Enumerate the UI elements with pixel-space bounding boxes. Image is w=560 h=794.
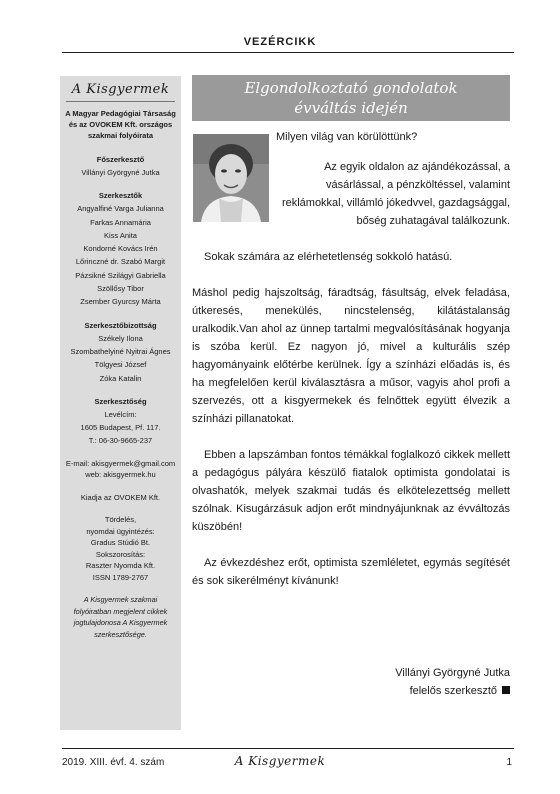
article-title-line1: Elgondolkoztató gondolatok xyxy=(244,79,458,97)
publisher-line: Kiadja az OVOKEM Kft. xyxy=(80,492,161,502)
masthead-divider xyxy=(66,101,175,102)
article-paragraph: Az egyik oldalon az ajándékozással, a vásárlással, a pénzköltéssel, valamint reklámokkal, villámló jókedvvel, gazdagsággal, bőség zuhatagával találkozunk. xyxy=(281,161,510,227)
page-number: 1 xyxy=(506,757,512,768)
footer-brand: A Kisgyermek xyxy=(234,754,326,768)
article-question: Milyen világ van körülöttünk? xyxy=(276,131,418,143)
chief-editor-name: Villányi Györgyné Jutka xyxy=(81,168,160,177)
board-heading: Szerkesztőbizottság xyxy=(84,320,157,330)
issue-info: 2019. XIII. évf. 4. szám xyxy=(62,757,165,768)
board-member: Tölgyesi József xyxy=(94,360,147,370)
production-line: Sokszorosítás: xyxy=(95,549,146,559)
masthead-sidebar xyxy=(60,76,181,730)
production-line: Gradus Stúdió Bt. xyxy=(90,538,151,548)
signature-name: Villányi Györgyné Jutka xyxy=(395,667,510,679)
header-divider xyxy=(62,52,514,53)
editors-section xyxy=(60,189,181,308)
office-phone: T.: 06-30-9665-237 xyxy=(88,436,153,446)
signature-block xyxy=(300,664,510,700)
issn-line: ISSN 1789-2767 xyxy=(92,572,149,582)
article-title-banner xyxy=(192,75,510,121)
article-title-line2: évváltás idején xyxy=(294,99,408,117)
article-paragraph: Az évkezdéshez erőt, optimista szemléletet, egymás segítését és sok sikerélményt kívánunk! xyxy=(192,557,510,587)
board-member: Szombathelyiné Nyitrai Ágnes xyxy=(70,346,171,356)
article-paragraph: Máshol pedig hajszoltság, fáradtság, fásultság, elvek feladása, útkeresés, menekülés, nincstelenség, kilátástalanság uralkodik.Van ahol az ünnep tartalmi megvalósításának hogyanja is szóba kerül. Ez nagyon jó, mivel a kulturális szép hagyományaink előtérbe kerülnek. Így a színházi előadás is, és ha megfelelően kerül kiválasztásra a műsor, vagyis ahol profi a szervezés, ott a kisgyermekek és felnőttek együtt élvezik a színházi pillanatokat. xyxy=(192,287,510,425)
section-title: VEZÉRCIKK xyxy=(243,36,317,48)
copyright-note: A Kisgyermek szakmai folyóiratban megjelent cikkek jogtulajdonosa A Kisgyermek szerkesztősége. xyxy=(73,595,168,639)
production-line: Raszter Nyomda Kft. xyxy=(85,561,156,571)
office-section xyxy=(60,395,181,448)
contact-web[interactable]: web: akisgyermek.hu xyxy=(85,470,156,480)
editor-name: Lőrinczné dr. Szabó Margit xyxy=(75,257,166,267)
editor-name: Zsember Gyurcsy Márta xyxy=(80,297,161,307)
signature-role: felelős szerkesztő xyxy=(409,685,497,697)
footer-divider xyxy=(62,748,514,749)
editors-heading: Szerkesztők xyxy=(98,191,143,201)
masthead-brand: A Kisgyermek xyxy=(71,82,170,97)
editor-name: Pázsikné Szilágyi Gabriella xyxy=(75,270,166,280)
editor-name: Farkas Annamária xyxy=(90,217,151,227)
article-paragraph: Sokak számára az elérhetetlenség sokkoló hatású. xyxy=(204,251,453,263)
chief-editor-section xyxy=(60,153,181,179)
editor-name: Kondorné Kovács Irén xyxy=(83,244,158,254)
office-address: 1605 Budapest, Pf. 117. xyxy=(80,423,161,433)
office-line: Levélcím: xyxy=(104,409,137,419)
editor-name: Angyalfiné Varga Julianna xyxy=(77,204,164,214)
editor-name: Szöllősy Tibor xyxy=(97,284,144,294)
contact-email[interactable]: E-mail: akisgyermek@gmail.com xyxy=(65,458,176,468)
board-member: Székely Ilona xyxy=(98,333,143,343)
production-block xyxy=(60,514,181,583)
contact-block xyxy=(60,458,181,481)
board-section xyxy=(60,319,181,385)
article-body xyxy=(192,128,510,608)
chief-editor-heading: Főszerkesztő xyxy=(96,155,145,164)
office-heading: Szerkesztőség xyxy=(94,396,147,406)
signature-role-line xyxy=(300,682,510,700)
production-line: nyomdai ügyintézés: xyxy=(86,526,155,536)
article-paragraph: Ebben a lapszámban fontos témákkal foglalkozó cikkek mellett a pedagógus pályára készülő fiatalok optimista gondolatai is olvashatók, melyek szakmai tudás és elkötelezettség mellett szólnak. Kisugárzásuk adjon erőt mindnyájunknak az évváltozás küszöbén! xyxy=(192,449,510,533)
board-member: Zóka Katalin xyxy=(99,373,142,383)
production-line: Tördelés, xyxy=(104,515,137,525)
end-mark-icon xyxy=(502,686,510,694)
editor-name: Kiss Anita xyxy=(104,230,137,240)
masthead-society: A Magyar Pedagógiai Társaság és az OVOKEM Kft. országos szakmai folyóirata xyxy=(65,109,176,140)
